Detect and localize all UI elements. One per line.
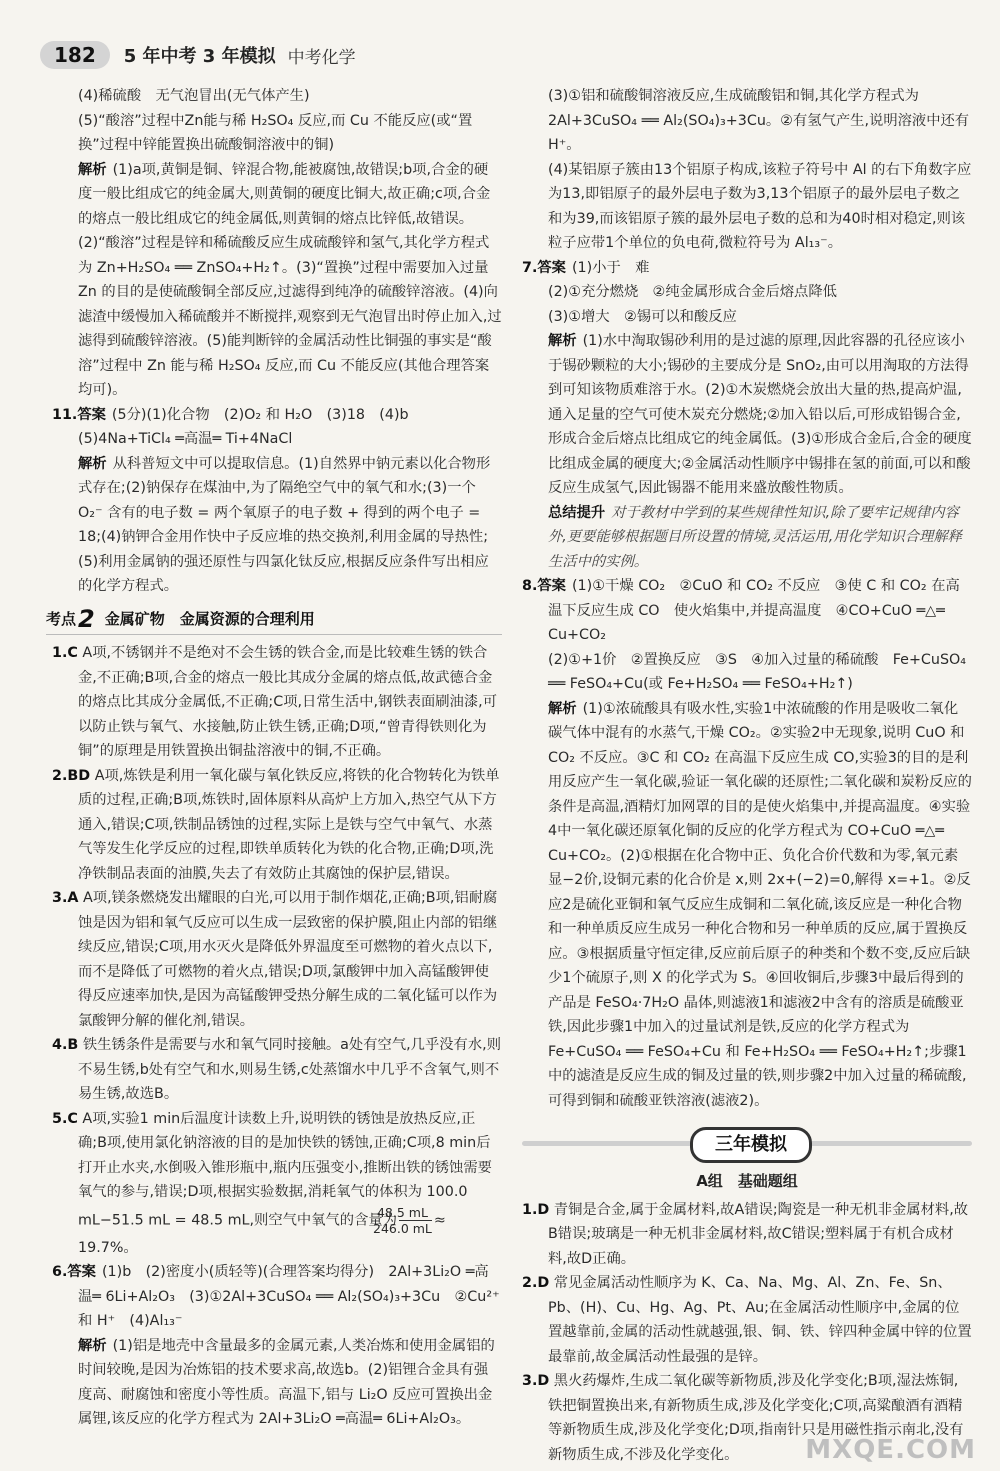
banner-title: 三年模拟 (690, 1127, 812, 1163)
question-text: A项,实验1 min后温度计读数上升,说明铁的锈蚀是放热反应,正确;B项,使用氯化钠溶液的目的是加快铁的锈蚀,正确;C项,8 min后打开止水夹,水倒吸入锥形瓶中,瓶内压强变小,推断出铁的锈蚀需要氧气的参与,错误;D项,根据实验数据,消耗氧气的体积为 100.0 mL−51.5 mL = 48.5 mL,则空气中氧气的含量为 (78, 1110, 492, 1228)
question-text: 铁生锈条件是需要与水和氧气同时接触。a处有空气,几乎没有水,则不易生锈,b处有空气和水,则易生锈,c处蒸馏水中几乎不含氧气,则不易生锈,故选B。 (78, 1037, 501, 1102)
analysis-paragraph (52, 452, 502, 599)
analysis-text: 从科普短文中可以提取信息。(1)自然界中钠元素以化合物形式存在;(2)钠保存在煤油中,为了隔绝空气中的氧气和水;(3)一个 O₂⁻ 含有的电子数 = 两个氧原子的电子数 + 得到的两个电子 = 18;(4)钠钾合金用作快中子反应堆的热交换剂,利用金属的导热性;(5)利用金属钠的强还原性与四氯化钛反应,根据反应条件写出相应的化学方程式。 (78, 455, 491, 594)
question-number: 6. (52, 1264, 68, 1280)
analysis-text: (1)铝是地壳中含量最多的金属元素,人类冶炼和使用金属铝的时间较晚,是因为冶炼铝的技术要求高,故选b。(2)铝锂合金具有强度高、耐腐蚀和密度小等性质。高温下,铝与 Li₂O 反应可置换出金属锂,该反应的化学方程式为 2Al+3Li₂O ═高温═ 6Li+Al₂O₃。 (78, 1337, 495, 1427)
question-item (52, 764, 502, 887)
analysis-paragraph (522, 329, 972, 501)
question-number: 7. (522, 259, 538, 276)
analysis-label: 解析 (78, 161, 107, 178)
tip-text: 对于教材中学到的某些规律性知识,除了要牢记规律内容外,更要能够根据题目所设置的情境,灵活运用,用化学知识合理解释生活中的实例。 (548, 504, 962, 570)
question-item (522, 1198, 972, 1272)
question-item (52, 641, 502, 764)
page-header (40, 38, 356, 72)
question-number: 11. (52, 406, 78, 423)
analysis-paragraph (522, 697, 972, 1114)
answer-text: (1)b (2)密度小(质轻等)(合理答案均得分) 2Al+3Li₂O ═高温═ 6Li+Al₂O₃ (3)①2Al+3CuSO₄ ══ Al₂(SO₄)₃+3Cu ②Cu²⁺ 和 H⁺ (4)Al₁₃⁻ (78, 1264, 500, 1329)
answer-line: (5)“酸溶”过程中Zn能与稀 H₂SO₄ 反应,而 Cu 不能反应(或“置换”过程中锌能置换出硫酸铜溶液中的铜) (78, 112, 473, 153)
summary-tip (522, 501, 972, 575)
analysis-label: 解析 (548, 333, 577, 349)
answer-line: (4)某铝原子簇由13个铝原子构成,该粒子符号中 Al 的右下角数字应为13,即铝原子的最外层电子数为3,13个铝原子的最外层电子数之和为39,而该铝原子簇的最外层电子数的总和为40时相对稳定,则该粒子应带1个单位的负电荷,微粒符号为 Al₁₃⁻。 (548, 161, 972, 251)
question-text: 常见金属活动性顺序为 K、Ca、Na、Mg、Al、Zn、Fe、Sn、Pb、(H)、Cu、Hg、Ag、Pt、Au;在金属活动性顺序中,金属的位置越靠前,金属的活动性就越强,银、铜、铁、锌四种金属中锌的位置最靠前,故金属活动性最强的是锌。 (548, 1275, 972, 1365)
question-item (52, 886, 502, 1033)
question-7 (522, 256, 972, 281)
answer-label: 答案 (537, 578, 566, 594)
answer-label: 答案 (77, 406, 106, 423)
section-banner (522, 1123, 972, 1163)
answer-line: (2)①充分燃烧 ②纯金属形成合金后熔点降低 (548, 284, 837, 300)
answer-line: (3)①铝和硫酸铜溶液反应,生成硫酸铝和铜,其化学方程式为 2Al+3CuSO₄ ══ Al₂(SO₄)₃+3Cu。②有氢气产生,说明溶液中还有 H⁺。 (548, 88, 970, 153)
question-text: A项,镁条燃烧发出耀眼的白光,可以用于制作烟花,正确;B项,铝耐腐蚀是因为铝和氧气反应可以生成一层致密的保护膜,阻止内部的铝继续反应,错误;C项,用水灭火是降低外界温度至可燃物的着火点以下,而不是降低了可燃物的着火点,错误;D项,氯酸钾中加入高锰酸钾使得反应速率加快,是因为高锰酸钾受热分解生成的二氧化锰可以作为氯酸钾分解的催化剂,错误。 (78, 890, 498, 1029)
analysis-text: (1)a项,黄铜是铜、锌混合物,能被腐蚀,故错误;b项,合金的硬度一般比组成它的纯金属大,则黄铜的硬度比铜大,故正确;c项,合金的熔点一般比组成它的纯金属低,则黄铜的熔点比锌低,故错误。(2)“酸溶”过程是锌和稀硫酸反应生成硫酸锌和氢气,其化学方程式为 Zn+H₂SO₄ ══ ZnSO₄+H₂↑。(3)“置换”过程中需要加入过量 Zn 的目的是使硫酸铜全部反应,过滤得到纯净的硫酸锌溶液。(4)向滤渣中缓慢加入稀硫酸并不断搅拌,观察到无气泡冒出时停止加入,过滤得到硫酸锌溶液。(5)能判断锌的金属活动性比铜强的事实是“酸溶”过程中 Zn 能与稀 H₂SO₄ 反应,而 Cu 不能反应(其他合理答案均可)。 (78, 161, 502, 398)
subject-label: 中考化学 (287, 47, 356, 68)
question-text: 黑火药爆炸,生成二氧化碳等新物质,涉及化学变化;B项,湿法炼铜,铁把铜置换出来,有新物质生成,涉及化学变化;C项,高粱酿酒有酒精等新物质生成,涉及化学变化;D项,指南针只是用磁性指示南北,没有新物质生成,不涉及化学变化。 (548, 1373, 964, 1463)
book-title: 5 年中考 3 年模拟 (123, 46, 276, 67)
question-number: 3.A (52, 890, 79, 906)
group-heading: A组 基础题组 (696, 1172, 798, 1190)
analysis-label: 解析 (78, 455, 107, 472)
question-number: 4.B (52, 1037, 79, 1053)
right-column (522, 84, 972, 1467)
analysis-label: 解析 (548, 700, 577, 717)
question-item (52, 1107, 502, 1236)
question-number: 8. (522, 578, 538, 594)
section-title: 金属矿物 金属资源的合理利用 (104, 609, 315, 628)
question-number: 2.D (522, 1275, 550, 1291)
answer-text: (1)①干燥 CO₂ ②CuO 和 CO₂ 不反应 ③使 C 和 CO₂ 在高温下反应生成 CO 使火焰集中,并提高温度 ④CO+CuO ═△═ Cu+CO₂ (548, 578, 960, 643)
analysis-text: (1)①浓硫酸具有吸水性,实验1中浓硫酸的作用是吸收二氧化碳气体中混有的水蒸气,干燥 CO₂。②实验2中无现象,说明 CuO 和 CO₂ 不反应。③C 和 CO₂ 在高温下反应生成 CO,实验3的目的是利用反应产生一氧化碳,验证一氧化碳的还原性;二氧化碳和炭粉反应的条件是高温,酒精灯加网罩的目的是使火焰集中,并提高温度。④实验4中一氧化碳还原氧化铜的反应的化学方程式为 CO+CuO ═△═ Cu+CO₂。(2)①根据在化合物中正、负化合价代数和为零,氧元素显−2价,设铜元素的化合价是 x,则 2x+(−2)=0,解得 x=+1。②反应2是硫化亚铜和氧气反应生成铜和二氧化硫,该反应是一种化合物和一种单质反应生成另一种化合物和另一种单质的反应,属于置换反应。③根据质量守恒定律,反应前后原子的种类和个数不变,反应后缺少1个硫原子,则 X 的化学式为 S。④回收铜后,步骤3中最后得到的产品是 FeSO₄·7H₂O 晶体,则滤液1和滤液2中含有的溶质是硫酸亚铁,因此步骤1中加入的过量试剂是铁,反应的化学方程式为 Fe+CuSO₄ ══ FeSO₄+Cu 和 Fe+H₂SO₄ ══ FeSO₄+H₂↑;步骤1中的滤渣是反应生成的铜及过量的铁,则步骤2中加入过量的稀硫酸,可得到铜和硫酸亚铁溶液(滤液2)。 (548, 700, 972, 1109)
question-number: 2.BD (52, 767, 91, 784)
question-item (522, 1271, 972, 1369)
fraction-numerator: 48.5 mL (399, 1205, 432, 1221)
analysis-label: 解析 (78, 1337, 107, 1354)
answer-line: (2)①+1价 ②置换反应 ③S ④加入过量的稀硫酸 Fe+CuSO₄ ══ FeSO₄+Cu(或 Fe+H₂SO₄ ══ FeSO₄+H₂↑) (548, 651, 967, 692)
question-number: 5.C (52, 1110, 78, 1127)
approx-sign: ≈ (433, 1212, 446, 1228)
answer-text: (1)小于 难 (571, 259, 650, 276)
analysis-paragraph (52, 1334, 502, 1432)
question-number: 1.C (52, 645, 78, 661)
answer-line: (5)4Na+TiCl₄ ═高温═ Ti+4NaCl (78, 431, 293, 447)
answer-line: (3)①增大 ②锡可以和酸反应 (548, 308, 737, 325)
answer-text: (5分)(1)化合物 (2)O₂ 和 H₂O (3)18 (4)b (111, 406, 409, 423)
fraction (373, 1204, 432, 1236)
analysis-text: (1)水中淘取锡砂利用的是过滤的原理,因此容器的孔径应该小于锡砂颗粒的大小;锡砂的主要成分是 SnO₂,由可以用淘取的方法得到可知该物质难溶于水。(2)①木炭燃烧会放出大量的热,提高炉温,通入足量的空气可使木炭充分燃烧;②加入铅以后,可形成铅锡合金,形成合金后熔点比组成它的纯金属低。(3)①形成合金后,合金的硬度比组成金属的硬度大;②金属活动性顺序中锡排在氢的前面,可以和酸反应生成氢气,因此锡器不能用来盛放酸性物质。 (548, 333, 972, 496)
fraction-denominator: 246.0 mL (373, 1220, 432, 1236)
question-number: 1.D (522, 1201, 550, 1218)
watermark: MXQE.COM (805, 1435, 976, 1465)
tip-label: 总结提升 (548, 504, 606, 521)
answer-line: (4)稀硫酸 无气泡冒出(无气体产生) (78, 88, 310, 104)
question-text: A项,炼铁是利用一氧化碳与氧化铁反应,将铁的化合物转化为铁单质的过程,正确;B项,炼铁时,固体原料从高炉上方加入,热空气从下方通入,错误;C项,铁制品锈蚀的过程,实际上是铁与空气中氧气、水蒸气等发生化学反应的过程,即铁单质转化为铁的化合物,正确;D项,洗净铁制品表面的油膜,失去了有效防止其腐蚀的保护层,错误。 (78, 767, 500, 882)
left-column (46, 84, 502, 1432)
section-number: 2 (78, 604, 95, 633)
section-tag: 考点 (46, 609, 77, 628)
question-11 (52, 403, 502, 428)
section-heading (46, 604, 502, 636)
question-item (52, 1033, 502, 1107)
analysis-paragraph (52, 158, 502, 403)
answer-label: 答案 (537, 259, 566, 276)
page-number: 182 (40, 41, 110, 69)
question-number: 3.D (522, 1373, 550, 1389)
answer-label: 答案 (67, 1264, 96, 1280)
question-text: 青铜是合金,属于金属材料,故A错误;陶瓷是一种无机非金属材料,故B错误;玻璃是一种无机非金属材料,故C错误;塑料属于有机合成材料,故D正确。 (548, 1201, 969, 1267)
question-6 (52, 1260, 502, 1334)
question-8 (522, 574, 972, 648)
question-text: A项,不锈钢并不是绝对不会生锈的铁合金,而是比较难生锈的铁合金,不正确;B项,合金的熔点一般比其成分金属的熔点低,故武德合金的熔点比其成分金属低,不正确;C项,日常生活中,钢铁表面刷油漆,可以防止铁与氧气、水接触,防止铁生锈,正确;D项,“曾青得铁则化为铜”的原理是用铁置换出铜盐溶液中的铜,不正确。 (78, 645, 497, 759)
answer-line: 19.7%。 (78, 1239, 138, 1256)
